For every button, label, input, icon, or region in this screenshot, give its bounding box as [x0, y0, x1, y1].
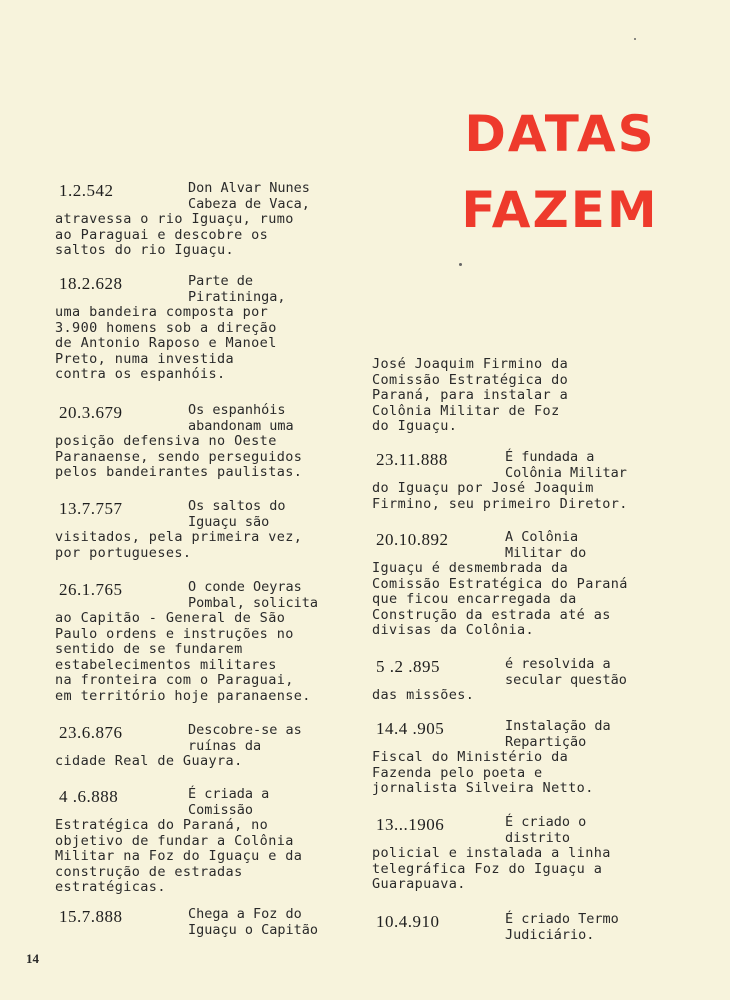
continued-text — [372, 357, 662, 435]
entry-heading: Instalação da Repartição — [505, 718, 611, 750]
entry-date: 18.2.628 — [59, 274, 123, 293]
entry-date: 20.3.679 — [59, 403, 123, 422]
entry-heading: Chega a Foz do Iguaçu o Capitão — [188, 906, 319, 938]
entry-date: 23.6.876 — [59, 723, 123, 742]
timeline-entry — [55, 274, 345, 383]
entry-text: posição defensiva no Oeste Paranaense, sendo perseguidos pelos bandeirantes paulistas. — [55, 433, 303, 480]
entry-text: Iguaçu é desmembrada da Comissão Estratégica do Paraná que ficou encarregada da Construção da estrada até as divisas da Colônia. — [372, 560, 628, 638]
entry-heading: é resolvida a secular questão — [505, 656, 627, 688]
entry-heading: O conde Oeyras Pombal, solicita — [188, 579, 319, 611]
timeline-entry — [55, 580, 345, 704]
entry-date: 23.11.888 — [376, 450, 448, 469]
entry-heading: Os saltos do Iguaçu são — [188, 498, 286, 530]
timeline-entry — [55, 181, 345, 259]
timeline-entry — [55, 403, 345, 481]
entry-date: 13...1906 — [376, 815, 445, 834]
entry-heading: É criada a Comissão — [188, 786, 270, 818]
entry-date: 26.1.765 — [59, 580, 123, 599]
timeline-entry — [372, 657, 662, 704]
entry-text: Estratégica do Paraná, no objetivo de fundar a Colônia Militar na Foz do Iguaçu e da construção de estradas estratégicas. — [55, 817, 303, 895]
ink-speck — [459, 263, 462, 266]
entry-date: 5 .2 .895 — [376, 657, 440, 676]
entry-date: 15.7.888 — [59, 907, 123, 926]
entry-text: uma bandeira composta por 3.900 homens sob a direção de Antonio Raposo e Manoel Preto, numa investida contra os espanhóis. — [55, 304, 277, 382]
entry-text: das missões. — [372, 687, 475, 703]
entry-date: 4 .6.888 — [59, 787, 119, 806]
entry-heading: É criado Termo Judiciário. — [505, 911, 619, 943]
entry-text: visitados, pela primeira vez, por portugueses. — [55, 529, 303, 561]
timeline-entry — [55, 499, 345, 561]
entry-date: 20.10.892 — [376, 530, 449, 549]
entry-heading: É fundada a Colônia Militar — [505, 449, 627, 481]
entry-date: 1.2.542 — [59, 181, 114, 200]
entry-text: do Iguaçu por José Joaquim Firmino, seu primeiro Diretor. — [372, 480, 628, 512]
entry-date: 14.4 .905 — [376, 719, 445, 738]
ink-speck — [634, 38, 636, 40]
entry-text: ao Capitão - General de São Paulo ordens e instruções no sentido de se fundarem estabelecimentos militares na fronteira com o Paraguai, em território hoje paranaense. — [55, 610, 311, 704]
timeline-entry — [372, 719, 662, 797]
headline-line-2: FAZEM — [461, 181, 659, 239]
page-number: 14 — [26, 951, 39, 966]
entry-date: 13.7.757 — [59, 499, 123, 518]
entry-date: 10.4.910 — [376, 912, 440, 931]
entry-text: cidade Real de Guayra. — [55, 753, 243, 769]
timeline-entry — [372, 815, 662, 893]
timeline-entry — [55, 787, 345, 896]
entry-text: atravessa o rio Iguaçu, rumo ao Paraguai e descobre os saltos do rio Iguaçu. — [55, 211, 294, 258]
timeline-entry — [372, 912, 662, 943]
entry-heading: Don Alvar Nunes Cabeza de Vaca, — [188, 180, 310, 212]
timeline-entry — [372, 450, 662, 512]
entry-heading: Parte de Piratininga, — [188, 273, 286, 305]
entry-heading: Descobre-se as ruínas da — [188, 722, 302, 754]
entry-heading: É criado o distrito — [505, 814, 587, 846]
entry-continuation: José Joaquim Firmino da Comissão Estratégica do Paraná, para instalar a Colônia Militar de Foz do Iguaçu. — [372, 356, 569, 434]
entry-heading: Os espanhóis abandonam uma — [188, 402, 294, 434]
timeline-entry — [372, 530, 662, 639]
entry-text: Fiscal do Ministério da Fazenda pelo poeta e jornalista Silveira Netto. — [372, 749, 594, 796]
entry-text: policial e instalada a linha telegráfica Foz do Iguaçu a Guarapuava. — [372, 845, 611, 892]
entry-heading: A Colônia Militar do — [505, 529, 587, 561]
headline-line-1: DATAS — [464, 105, 656, 163]
timeline-entry — [55, 723, 345, 770]
headline — [425, 96, 695, 248]
timeline-entry — [55, 907, 345, 938]
